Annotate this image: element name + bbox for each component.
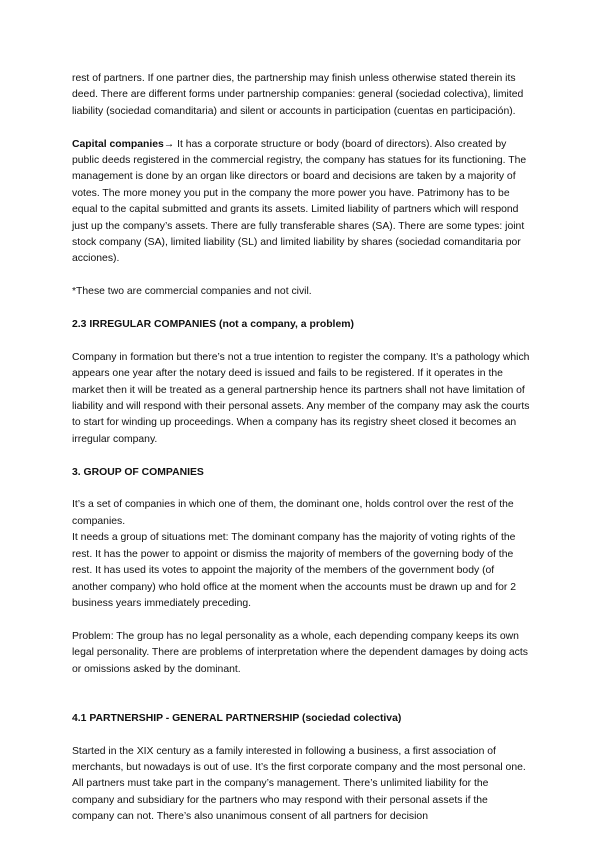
group-of-companies-heading: 3. GROUP OF COMPANIES (72, 466, 204, 478)
capital-companies-body: → It has a corporate structure or body (board of directors). Also created by public deeds registered in the commercial registry, the company has statues for its functioning. The management is done by an organ like directors or board and decisions are taken by a majority of votes. The more money you put in the company the more power you have. Patrimony has to be equal to the capital submitted and grants its assets. Limited liability of partners which will respond just up the company’s assets. There are fully transferable shares (SA). There are some types: joint stock company (SA), limited liability (SL) and limited liability by shares (sociedad comanditaria por acciones). (72, 138, 527, 265)
group-problem-paragraph: Problem: The group has no legal personality as a whole, each depending company keeps its own legal personality. There are problems of interpretation where the dependent damages by doing acts or omissions asked by the dominant. (72, 630, 528, 675)
irregular-companies-heading: 2.3 IRREGULAR COMPANIES (not a company, a problem) (72, 319, 354, 331)
intro-paragraph: rest of partners. If one partner dies, the partnership may finish unless otherwise stated therein its deed. There are different forms under partnership companies: general (sociedad colectiva), limited liability (sociedad comanditaria) and silent or accounts in participation (cuentas en participación). (72, 73, 524, 117)
spacer (72, 678, 532, 711)
spacer (72, 481, 532, 497)
capital-companies-paragraph (72, 137, 532, 268)
spacer (72, 301, 532, 317)
group-definition-paragraph: It’s a set of companies in which one of them, the dominant one, holds control over the rest of the companies. (72, 499, 514, 527)
irregular-companies-body: Company in formation but there’s not a true intention to register the company. It’s a pathology which appears one year after the notary deed is issued and fails to be registered. If it operates in the market then it will be treated as a general partnership hence its partners shall not have limitation of liability and will respond with their personal assets. Any member of the company may ask the courts to start for winding up proceedings. When a company has its registry sheet closed it becomes an irregular company. (72, 351, 530, 445)
spacer (72, 333, 532, 349)
group-conditions-paragraph: It needs a group of situations met: The dominant company has the majority of voting rights of the rest. It has the power to appoint or dismiss the majority of members of the governing body of the rest. It has used its votes to appoint the majority of the members of the government body (of another company) who hold office at the moment when the accounts must be drawn up and for 2 business years immediately preceding. (72, 532, 516, 609)
general-partnership-heading: 4.1 PARTNERSHIP - GENERAL PARTNERSHIP (sociedad colectiva) (72, 712, 402, 724)
general-partnership-body: Started in the XIX century as a family interested in following a business, a first association of merchants, but nowadays is out of use. It’s the first corporate company and the most personal one. All partners must take part in the company’s management. There’s unlimited liability for the company and subsidiary for the partners who may respond with their personal assets if the company can not. There’s also unanimous consent of all partners for decision (72, 745, 526, 823)
spacer (72, 727, 532, 743)
commercial-note: *These two are commercial companies and not civil. (72, 286, 312, 298)
spacer (72, 268, 532, 284)
spacer (72, 448, 532, 464)
capital-companies-term: Capital companies (72, 138, 164, 150)
spacer (72, 612, 532, 628)
spacer (72, 120, 532, 136)
